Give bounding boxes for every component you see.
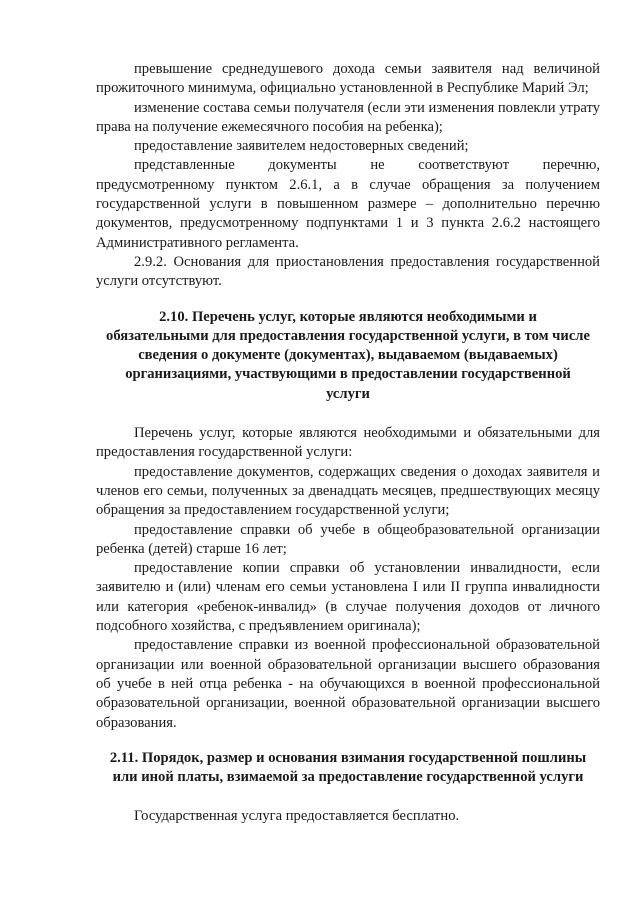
document-page: [96, 60, 600, 827]
paragraph-military-certificate: предоставление справки из военной профессиональной образовательной организации или военной образовательной организации высшего образования об учебе в ней отца ребенка - на обучающихся в военной профессиональной образовательной организации, военной образовательной организации высшего образования.: [96, 637, 600, 731]
paragraph-services-list-intro: Перечень услуг, которые являются необходимыми и обязательными для предоставления государственной услуги:: [96, 425, 600, 461]
paragraph-income-documents: предоставление документов, содержащих сведения о доходах заявителя и членов его семьи, полученных за двенадцать месяцев, предшествующих месяцу обращения за предоставлением государственной услуги;: [96, 463, 600, 519]
section-heading-2-10: 2.10. Перечень услуг, которые являются необходимыми и обязательными для предоставления государственной услуги, в том числе сведения о документе (документах), выдаваемом (выдаваемых) организациями, участвующими в предоставлении государственной услуги: [106, 308, 590, 402]
paragraph-documents-mismatch: представленные документы не соответствуют перечню, предусмотренному пунктом 2.6.1, а в случае обращения за получением государственной услуги в повышенном размере – дополнительно перечню документов, предусмотренному подпунктами 1 и 3 пункта 2.6.2 настоящего Административного регламента.: [96, 157, 600, 251]
paragraph-false-info: предоставление заявителем недостоверных сведений;: [134, 138, 469, 155]
paragraph-disability-certificate: предоставление копии справки об установлении инвалидности, если заявителю и (или) членам его семьи установлена I или II группа инвалидности или категория «ребенок-инвалид» (в случае получения доходов от личного подсобного хозяйства, с предъявлением оригинала);: [96, 560, 600, 635]
paragraph-no-suspension: 2.9.2. Основания для приостановления предоставления государственной услуги отсутствуют.: [96, 253, 600, 290]
paragraph-income-exceeds: превышение среднедушевого дохода семьи заявителя над величиной прожиточного минимума, официально установленной в Республике Марий Эл;: [96, 61, 600, 97]
paragraph-free-service: Государственная услуга предоставляется бесплатно.: [134, 808, 460, 825]
section-heading-2-11: 2.11. Порядок, размер и основания взимания государственной пошлины или иной платы, взимаемой за предоставление государственной услуги: [109, 749, 587, 786]
paragraph-family-change: изменение состава семьи получателя (если эти изменения повлекли утрату права на получение ежемесячного пособия на ребенка);: [96, 99, 600, 135]
paragraph-school-certificate: предоставление справки об учебе в общеобразовательной организации ребенка (детей) старше 16 лет;: [96, 521, 600, 557]
